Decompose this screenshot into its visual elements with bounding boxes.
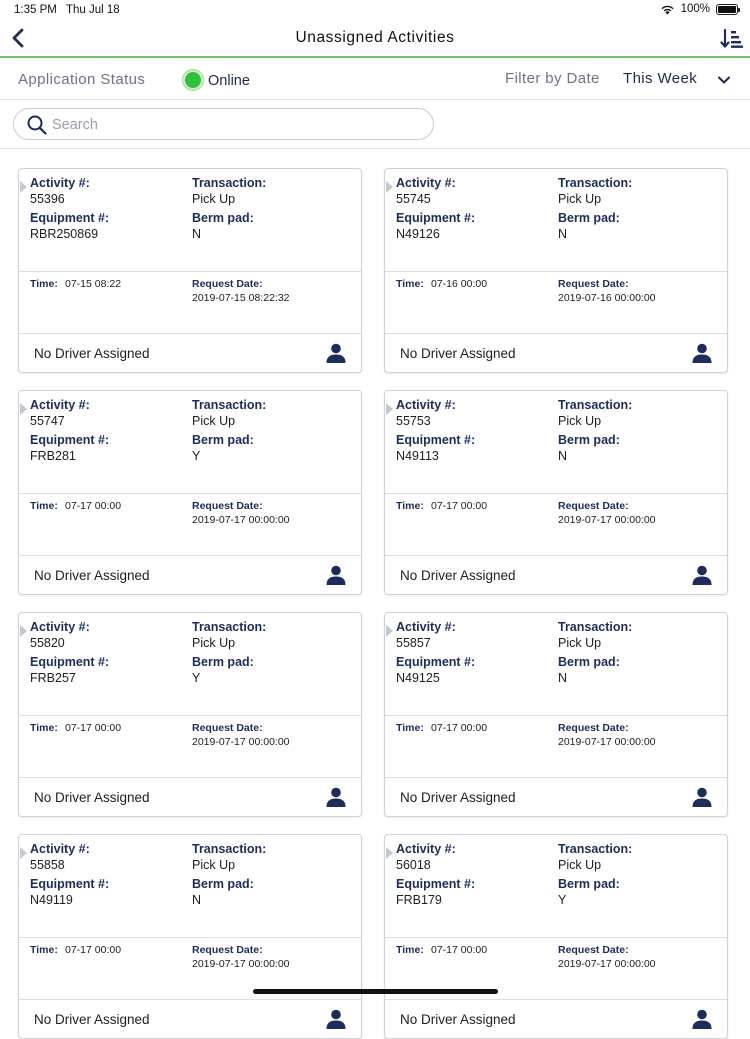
equipment-number: FRB257	[30, 671, 76, 685]
activity-card[interactable]	[384, 612, 728, 817]
request-date-label: Request Date:	[192, 278, 263, 290]
berm-pad-label: Berm pad:	[558, 211, 620, 225]
activity-number: 55858	[30, 858, 65, 872]
equipment-label: Equipment #:	[30, 211, 110, 225]
berm-pad-value: Y	[558, 893, 567, 907]
berm-pad-value: Y	[192, 671, 201, 685]
assign-driver-icon[interactable]	[325, 564, 347, 586]
divider	[19, 715, 361, 716]
berm-pad-label: Berm pad:	[192, 877, 254, 891]
equipment-number: N49113	[396, 449, 439, 463]
battery-icon	[716, 4, 738, 15]
driver-status: No Driver Assigned	[34, 1012, 150, 1027]
activity-number: 55396	[30, 192, 65, 206]
divider	[385, 715, 727, 716]
assign-driver-icon[interactable]	[325, 342, 347, 364]
time-label: Time:	[396, 278, 424, 290]
divider	[19, 999, 361, 1000]
time-label: Time:	[396, 944, 424, 956]
expand-indicator-icon	[386, 403, 393, 415]
equipment-number: FRB281	[30, 449, 76, 463]
equipment-label: Equipment #:	[396, 877, 476, 891]
activity-card[interactable]	[384, 834, 728, 1039]
berm-pad-label: Berm pad:	[558, 433, 620, 447]
request-date-value: 2019-07-17 00:00:00	[192, 958, 290, 970]
request-date-label: Request Date:	[558, 278, 629, 290]
online-status-text: Online	[208, 73, 250, 89]
divider	[385, 555, 727, 556]
expand-indicator-icon	[20, 181, 27, 193]
activity-number: 55753	[396, 414, 431, 428]
filter-by-date-label: Filter by Date	[505, 70, 600, 87]
assign-driver-icon[interactable]	[325, 1008, 347, 1030]
activity-label: Activity #:	[396, 398, 456, 412]
transaction-value: Pick Up	[192, 414, 236, 428]
request-date-label: Request Date:	[192, 722, 263, 734]
expand-indicator-icon	[20, 403, 27, 415]
request-date-value: 2019-07-17 00:00:00	[558, 736, 656, 748]
equipment-label: Equipment #:	[396, 211, 476, 225]
search-input[interactable]	[52, 115, 412, 135]
search-area	[0, 100, 750, 149]
transaction-value: Pick Up	[558, 636, 602, 650]
berm-pad-value: Y	[192, 449, 201, 463]
status-time: 1:35 PM	[14, 4, 57, 16]
driver-status: No Driver Assigned	[400, 346, 516, 361]
transaction-label: Transaction:	[558, 398, 633, 412]
time-label: Time:	[30, 944, 58, 956]
transaction-value: Pick Up	[192, 192, 236, 206]
divider	[385, 493, 727, 494]
activity-card[interactable]	[384, 390, 728, 595]
divider	[385, 777, 727, 778]
navigation-bar	[0, 20, 750, 58]
time-value: 07-15 08:22	[65, 278, 122, 290]
activity-card[interactable]	[18, 834, 362, 1039]
request-date-value: 2019-07-17 00:00:00	[558, 514, 656, 526]
driver-status: No Driver Assigned	[34, 790, 150, 805]
divider	[385, 937, 727, 938]
time-value: 07-17 00:00	[431, 722, 488, 734]
transaction-label: Transaction:	[558, 176, 633, 190]
search-box[interactable]	[13, 108, 434, 140]
request-date-label: Request Date:	[558, 722, 629, 734]
equipment-label: Equipment #:	[30, 877, 110, 891]
activity-label: Activity #:	[30, 620, 90, 634]
transaction-label: Transaction:	[558, 842, 633, 856]
time-value: 07-17 00:00	[65, 500, 122, 512]
search-icon	[26, 114, 48, 136]
activity-number: 55747	[30, 414, 65, 428]
request-date-label: Request Date:	[192, 500, 263, 512]
sort-button[interactable]	[719, 26, 745, 52]
equipment-number: N49126	[396, 227, 440, 241]
request-date-value: 2019-07-17 00:00:00	[192, 736, 290, 748]
activity-label: Activity #:	[30, 398, 90, 412]
battery-percent: 100%	[680, 3, 710, 15]
status-filter-row	[0, 60, 750, 100]
transaction-value: Pick Up	[558, 414, 602, 428]
activity-number: 55745	[396, 192, 431, 206]
page-title: Unassigned Activities	[295, 29, 455, 46]
driver-status: No Driver Assigned	[400, 790, 516, 805]
transaction-value: Pick Up	[192, 858, 236, 872]
time-value: 07-17 00:00	[431, 500, 488, 512]
application-status-label: Application Status	[18, 71, 146, 88]
expand-indicator-icon	[386, 181, 393, 193]
activity-card[interactable]	[384, 168, 728, 373]
equipment-label: Equipment #:	[396, 433, 476, 447]
transaction-value: Pick Up	[558, 858, 602, 872]
divider	[385, 333, 727, 334]
berm-pad-value: N	[558, 671, 568, 685]
activity-number: 55820	[30, 636, 65, 650]
equipment-number: FRB179	[396, 893, 442, 907]
berm-pad-label: Berm pad:	[558, 655, 620, 669]
berm-pad-label: Berm pad:	[192, 433, 254, 447]
equipment-number: RBR250869	[30, 227, 99, 241]
activity-card[interactable]	[18, 168, 362, 373]
equipment-label: Equipment #:	[30, 655, 110, 669]
assign-driver-icon[interactable]	[691, 342, 713, 364]
expand-indicator-icon	[20, 847, 27, 859]
berm-pad-label: Berm pad:	[192, 211, 254, 225]
system-status-bar	[0, 0, 750, 20]
transaction-label: Transaction:	[192, 398, 267, 412]
assign-driver-icon[interactable]	[325, 786, 347, 808]
transaction-label: Transaction:	[192, 842, 267, 856]
driver-status: No Driver Assigned	[34, 568, 150, 583]
equipment-number: N49119	[30, 893, 73, 907]
berm-pad-label: Berm pad:	[558, 877, 620, 891]
request-date-value: 2019-07-15 08:22:32	[192, 292, 290, 304]
divider	[19, 493, 361, 494]
berm-pad-value: N	[192, 893, 202, 907]
home-indicator[interactable]	[253, 989, 498, 994]
berm-pad-value: N	[558, 227, 568, 241]
activity-label: Activity #:	[396, 842, 456, 856]
activity-label: Activity #:	[396, 176, 456, 190]
status-date: Thu Jul 18	[66, 4, 120, 16]
wifi-icon	[660, 4, 675, 15]
activity-card[interactable]	[18, 390, 362, 595]
assign-driver-icon[interactable]	[691, 564, 713, 586]
request-date-value: 2019-07-17 00:00:00	[192, 514, 290, 526]
sort-icon	[719, 26, 745, 52]
activity-list	[0, 150, 750, 1027]
time-label: Time:	[30, 278, 58, 290]
time-value: 07-17 00:00	[65, 722, 122, 734]
request-date-label: Request Date:	[558, 500, 629, 512]
assign-driver-icon[interactable]	[691, 1008, 713, 1030]
expand-indicator-icon	[386, 625, 393, 637]
berm-pad-value: N	[192, 227, 202, 241]
activity-number: 56018	[396, 858, 431, 872]
time-value: 07-17 00:00	[431, 944, 488, 956]
time-label: Time:	[30, 500, 58, 512]
driver-status: No Driver Assigned	[400, 1012, 516, 1027]
divider	[19, 777, 361, 778]
time-label: Time:	[396, 722, 424, 734]
divider	[385, 999, 727, 1000]
divider	[19, 937, 361, 938]
activity-number: 55857	[396, 636, 431, 650]
online-indicator-icon	[183, 70, 203, 90]
divider	[19, 555, 361, 556]
equipment-number: N49125	[396, 671, 440, 685]
divider	[385, 271, 727, 272]
divider	[19, 271, 361, 272]
transaction-label: Transaction:	[192, 620, 267, 634]
time-label: Time:	[30, 722, 58, 734]
activity-label: Activity #:	[30, 842, 90, 856]
activity-label: Activity #:	[30, 176, 90, 190]
equipment-label: Equipment #:	[30, 433, 110, 447]
transaction-value: Pick Up	[558, 192, 602, 206]
request-date-value: 2019-07-16 00:00:00	[558, 292, 656, 304]
chevron-down-icon[interactable]	[716, 72, 732, 88]
request-date-label: Request Date:	[558, 944, 629, 956]
berm-pad-label: Berm pad:	[192, 655, 254, 669]
request-date-value: 2019-07-17 00:00:00	[558, 958, 656, 970]
assign-driver-icon[interactable]	[691, 786, 713, 808]
driver-status: No Driver Assigned	[34, 346, 150, 361]
transaction-label: Transaction:	[192, 176, 267, 190]
time-label: Time:	[396, 500, 424, 512]
transaction-value: Pick Up	[192, 636, 236, 650]
status-right	[660, 3, 738, 15]
expand-indicator-icon	[20, 625, 27, 637]
time-value: 07-17 00:00	[65, 944, 122, 956]
activity-card[interactable]	[18, 612, 362, 817]
activity-label: Activity #:	[396, 620, 456, 634]
transaction-label: Transaction:	[558, 620, 633, 634]
divider	[19, 333, 361, 334]
request-date-label: Request Date:	[192, 944, 263, 956]
date-filter-select[interactable]: This Week	[623, 70, 698, 87]
expand-indicator-icon	[386, 847, 393, 859]
equipment-label: Equipment #:	[396, 655, 476, 669]
driver-status: No Driver Assigned	[400, 568, 516, 583]
berm-pad-value: N	[558, 449, 568, 463]
time-value: 07-16 00:00	[431, 278, 488, 290]
